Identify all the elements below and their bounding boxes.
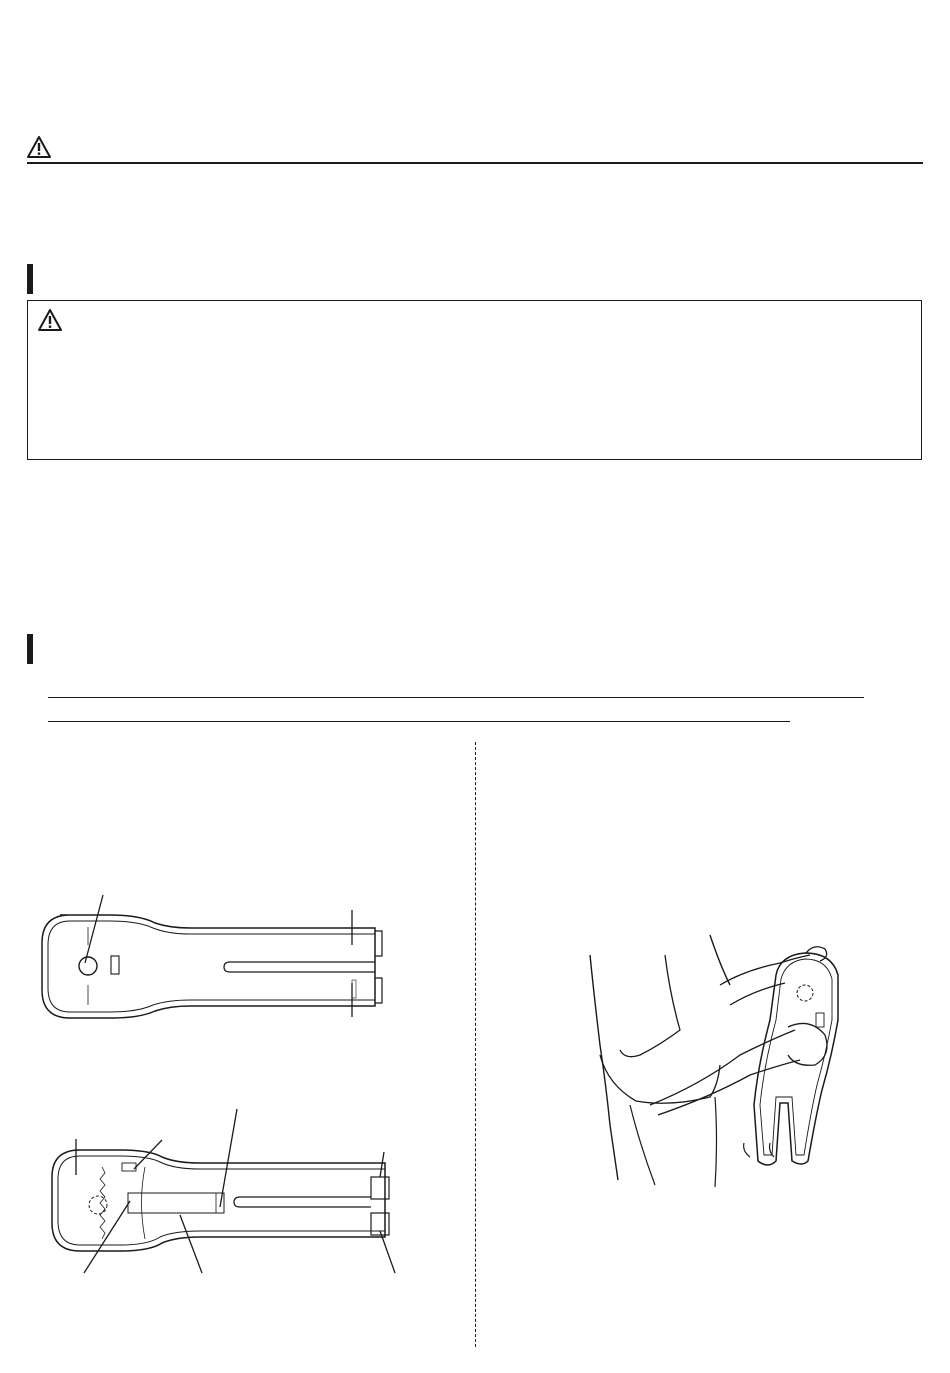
header-rule (27, 162, 923, 164)
column-divider (475, 742, 476, 1347)
caution-box (27, 300, 922, 460)
warning-triangle-icon (27, 136, 51, 158)
section-marker-2 (27, 634, 33, 664)
warning-triangle-icon (38, 309, 62, 331)
instruction-underline-2 (48, 721, 790, 722)
person-folding-cuff (570, 925, 870, 1195)
section-marker-1 (27, 264, 33, 294)
cuff-bottom-view (40, 1105, 410, 1285)
cuff-top-view (30, 885, 390, 1025)
instruction-underline-1 (48, 697, 864, 698)
